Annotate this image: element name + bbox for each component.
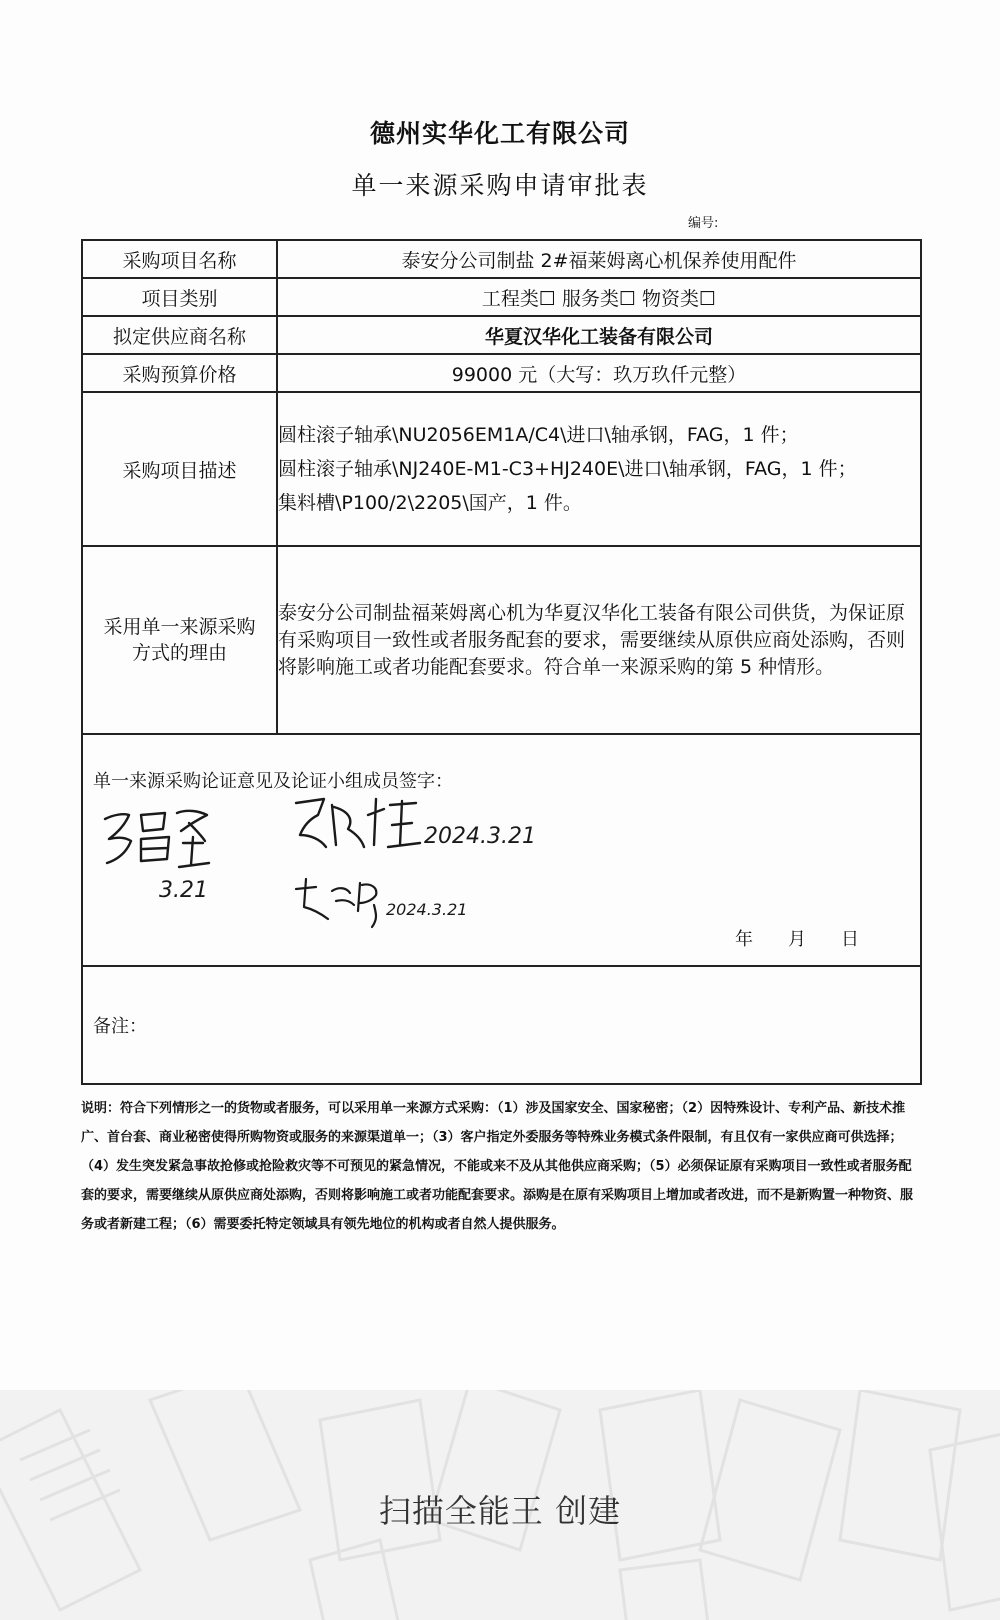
description-cell xyxy=(277,392,921,546)
watermark-text: 扫描全能王 创建 xyxy=(378,1492,622,1530)
remark-label: 备注： xyxy=(93,1016,147,1037)
table-row xyxy=(82,240,921,278)
supplier-name-value: 华夏汉华化工装备有限公司 xyxy=(277,316,921,354)
year-label: 年 xyxy=(735,929,753,950)
signature-1-date: 3.21 xyxy=(159,878,208,903)
reason-label-line: 采用单一来源采购 xyxy=(103,616,256,638)
approval-form-table xyxy=(81,239,922,1085)
description-label: 采购项目描述 xyxy=(82,392,277,546)
description-line: 圆柱滚子轴承\NU2056EM1A/C4\进口\轴承钢，FAG，1 件； xyxy=(278,424,799,446)
form-title: 单一来源采购申请审批表 xyxy=(351,171,649,200)
project-category-options: 工程类☐ 服务类☐ 物资类☐ xyxy=(277,278,921,316)
company-name: 德州实华化工有限公司 xyxy=(369,119,630,148)
reason-label xyxy=(82,546,277,734)
signature-2-date: 2024.3.21 xyxy=(424,824,536,849)
signature-3-date: 2024.3.21 xyxy=(386,900,468,919)
table-row xyxy=(82,734,921,966)
budget-price-label: 采购预算价格 xyxy=(82,354,277,392)
scanner-footer xyxy=(0,1390,1000,1620)
table-row xyxy=(82,316,921,354)
table-row xyxy=(82,278,921,316)
signature-3 xyxy=(288,865,548,935)
month-label: 月 xyxy=(788,929,806,950)
day-label: 日 xyxy=(841,929,859,950)
table-row xyxy=(82,354,921,392)
table-row xyxy=(82,392,921,546)
serial-number-label: 编号: xyxy=(688,216,719,231)
signature-2 xyxy=(288,785,598,865)
budget-price-value: 99000 元（大写：玖万玖仟元整） xyxy=(277,354,921,392)
table-row xyxy=(82,546,921,734)
table-row xyxy=(82,966,921,1084)
description-line: 圆柱滚子轴承\NJ240E-M1-C3+HJ240E\进口\轴承钢，FAG，1 件； xyxy=(278,458,857,480)
explanation-note: 说明：符合下列情形之一的货物或者服务，可以采用单一来源方式采购：（1）涉及国家安全、国家秘密；（2）因特殊设计、专利产品、新技术推广、首台套、商业秘密使得所购物资或服务的来源渠道单一；（3）客户指定外委服务等特殊业务模式条件限制，有且仅有一家供应商可供选择；（4）发生突发紧急事故抢修或抢险救灾等不可预见的紧急情况，不能或来不及从其他供应商采购；（5）必须保证原有采购项目一致性或者服务配套的要求，需要继续从原供应商处添购，否则将影响施工或者功能配套要求。添购是在原有采购项目上增加或者改进，而不是新购置一种物资、服务或者新建工程；（6）需要委托特定领域具有领先地位的机构或者自然人提供服务。 xyxy=(81,1101,914,1232)
reason-text: 泰安分公司制盐福莱姆离心机为华夏汉华化工装备有限公司供货，为保证原有采购项目一致性或者服务配套的要求，需要继续从原供应商处添购，否则将影响施工或者功能配套要求。符合单一来源采购的第 5 种情形。 xyxy=(277,546,921,734)
supplier-name-label: 拟定供应商名称 xyxy=(82,316,277,354)
project-category-label: 项目类别 xyxy=(82,278,277,316)
description-line: 集料槽\P100/2\2205\国产，1 件。 xyxy=(278,492,582,514)
project-name-label: 采购项目名称 xyxy=(82,240,277,278)
remark-cell xyxy=(82,966,921,1084)
reason-label-line: 方式的理由 xyxy=(131,642,227,664)
signature-cell xyxy=(82,734,921,966)
signature-1 xyxy=(91,793,221,903)
project-name-value: 泰安分公司制盐 2#福莱姆离心机保养使用配件 xyxy=(277,240,921,278)
signature-heading: 单一来源采购论证意见及论证小组成员签字： xyxy=(93,771,453,792)
